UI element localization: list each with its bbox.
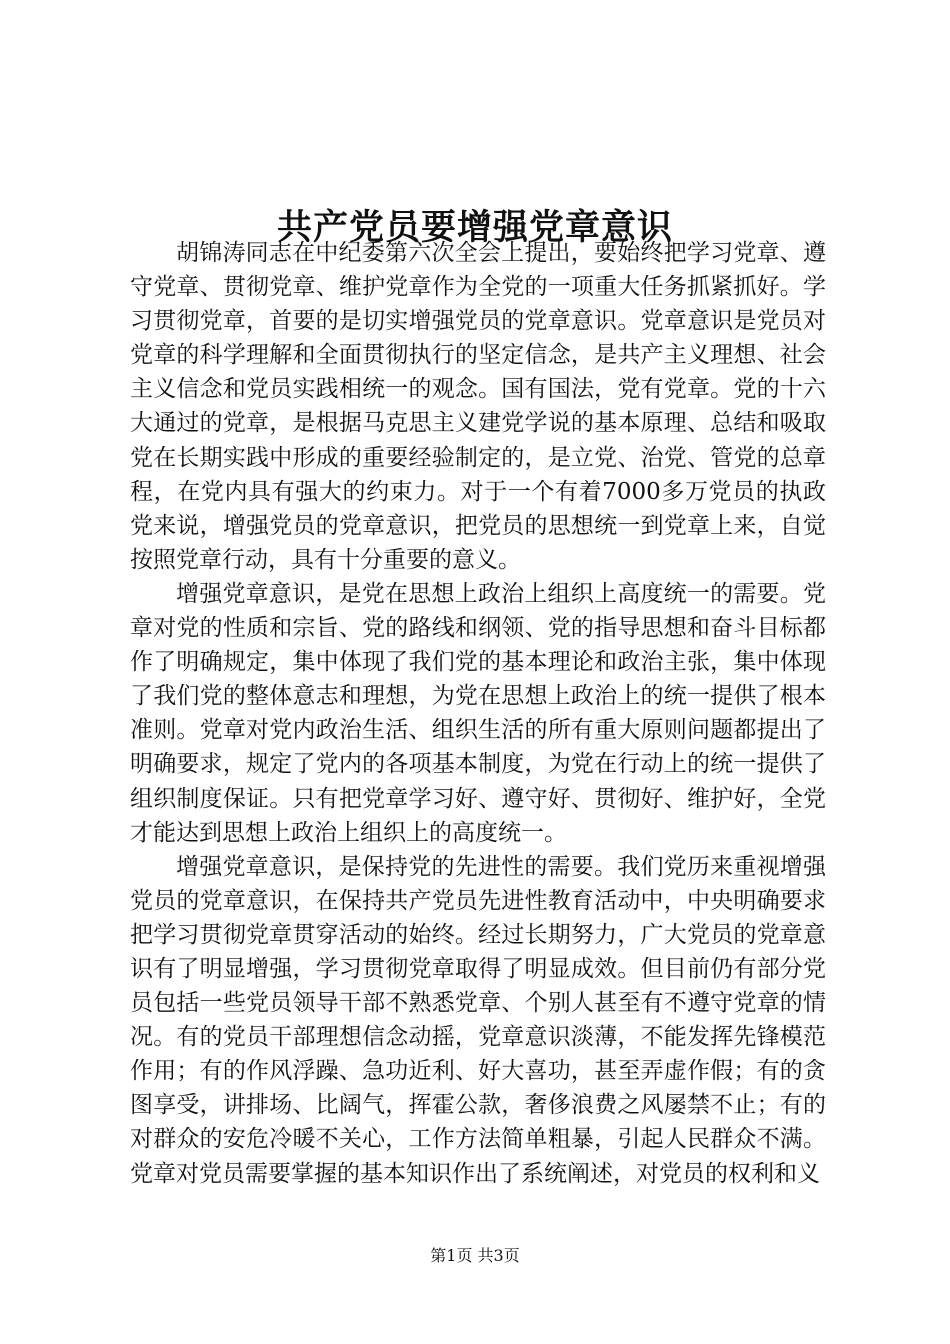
paragraph-1: 胡锦涛同志在中纪委第六次全会上提出，要始终把学习党章、遵守党章、贯彻党章、维护党章作为全党的一项重大任务抓紧抓好。学习贯彻党章，首要的是切实增强党员的党章意识。党章意识是党员对党章的科学理解和全面贯彻执行的坚定信念，是共产主义理想、社会主义信念和党员实践相统一的观念。国有国法，党有党章。党的十六大通过的党章，是根据马克思主义建党学说的基本原理、总结和吸取党在长期实践中形成的重要经验制定的，是立党、治党、管党的总章程，在党内具有强大的约束力。对于一个有着7000多万党员的执政党来说，增强党员的党章意识，把党员的思想统一到党章上来，自觉按照党章行动，具有十分重要的意义。 bbox=[130, 240, 826, 573]
page-number-footer: 第1页 共3页 bbox=[430, 1246, 520, 1265]
paragraph-2: 增强党章意识，是党在思想上政治上组织上高度统一的需要。党章对党的性质和宗旨、党的路线和纲领、党的指导思想和奋斗目标都作了明确规定，集中体现了我们党的基本理论和政治主张，集中体现了我们党的整体意志和理想，为党在思想上政治上的统一提供了根本准则。党章对党内政治生活、组织生活的所有重大原则问题都提出了明确要求，规定了党内的各项基本制度，为党在行动上的统一提供了组织制度保证。只有把党章学习好、遵守好、贯彻好、维护好，全党才能达到思想上政治上组织上的高度统一。 bbox=[130, 580, 826, 846]
document-body bbox=[130, 236, 826, 1191]
paragraph-3: 增强党章意识，是保持党的先进性的需要。我们党历来重视增强党员的党章意识，在保持共产党员先进性教育活动中，中央明确要求把学习贯彻党章贯穿活动的始终。经过长期努力，广大党员的党章意识有了明显增强，学习贯彻党章取得了明显成效。但目前仍有部分党员包括一些党员领导干部不熟悉党章、个别人甚至有不遵守党章的情况。有的党员干部理想信念动摇，党章意识淡薄，不能发挥先锋模范作用；有的作风浮躁、急功近利、好大喜功，甚至弄虚作假；有的贪图享受，讲排场、比阔气，挥霍公款，奢侈浪费之风屡禁不止；有的对群众的安危冷暖不关心，工作方法简单粗暴，引起人民群众不满。党章对党员需要掌握的基本知识作出了系统阐述，对党员的权利和义 bbox=[130, 853, 826, 1187]
document-title: 共产党员要增强党章意识 bbox=[276, 207, 673, 249]
